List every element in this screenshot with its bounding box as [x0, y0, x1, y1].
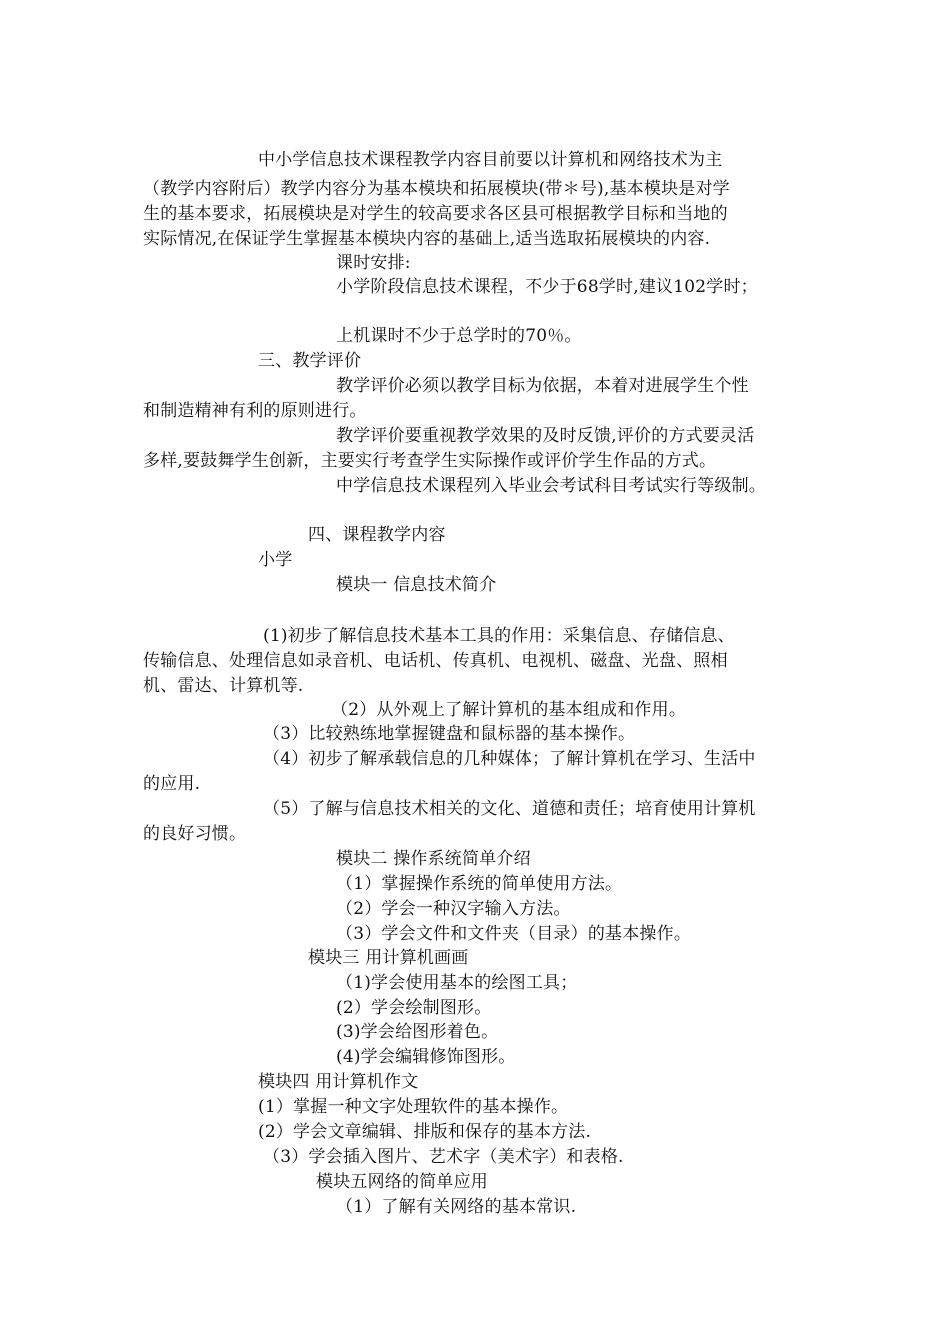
hours-heading: 课时安排:	[336, 253, 411, 273]
module4-title: 模块四 用计算机作文	[258, 1072, 419, 1092]
module1-item1-line1: (1)初步了解信息技术基本工具的作用：采集信息、存储信息、	[263, 626, 735, 646]
module4-item-1: (1）掌握一种文字处理软件的基本操作。	[258, 1097, 569, 1117]
module4-item-2: (2）学会文章编辑、排版和保存的基本方法.	[258, 1122, 592, 1142]
intro-line-2: （教学内容附后）教学内容分为基本模块和拓展模块(带＊号),基本模块是对学	[143, 179, 730, 199]
module1-item4-line1: （4）初步了解承载信息的几种媒体；了解计算机在学习、生活中	[263, 749, 756, 769]
module1-item4-line2: 的应用.	[143, 774, 201, 794]
module1-title: 模块一 信息技术简介	[336, 575, 497, 595]
content-level: 小学	[258, 550, 293, 570]
hours-lab: 上机课时不少于总学时的70％。	[336, 326, 582, 346]
intro-line-1: 中小学信息技术课程教学内容目前要以计算机和网络技术为主	[258, 150, 723, 170]
module3-item-3: (3)学会给图形着色。	[336, 1022, 499, 1042]
module5-title: 模块五网络的简单应用	[316, 1172, 488, 1192]
intro-line-3: 生的基本要求，拓展模块是对学生的较高要求各区县可根据教学目标和当地的	[143, 204, 728, 224]
module5-item-1: （1）了解有关网络的基本常识.	[336, 1197, 577, 1217]
module3-item-1: （1)学会使用基本的绘图工具；	[336, 973, 578, 993]
module4-item-3: （3）学会插入图片、艺术字（美术字）和表格.	[263, 1147, 624, 1167]
module1-item1-line2: 传输信息、处理信息如录音机、电话机、传真机、电视机、磁盘、光盘、照相	[143, 651, 728, 671]
module3-item-4: (4)学会编辑修饰图形。	[336, 1047, 516, 1067]
hours-primary: 小学阶段信息技术课程，不少于68学时,建议102学时；	[336, 277, 758, 297]
module3-title: 模块三 用计算机画画	[308, 948, 469, 968]
module1-item5-line1: （5）了解与信息技术相关的文化、道德和责任；培育使用计算机	[263, 799, 756, 819]
evaluation-heading: 三、教学评价	[258, 351, 362, 371]
module1-item5-line2: 的良好习惯。	[143, 824, 247, 844]
evaluation-para1-line2: 和制造精神有利的原则进行。	[143, 401, 367, 421]
evaluation-para1-line1: 教学评价必须以教学目标为依据，本着对进展学生个性	[336, 376, 749, 396]
evaluation-para2-line1: 教学评价要重视教学效果的及时反馈,评价的方式要灵活	[336, 426, 755, 446]
module3-item-2: (2）学会绘制图形。	[336, 998, 492, 1018]
module1-item1-line3: 机、雷达、计算机等.	[143, 676, 304, 696]
evaluation-para2-line2: 多样,要鼓舞学生创新，主要实行考查学生实际操作或评价学生作品的方式。	[143, 451, 717, 471]
evaluation-para3: 中学信息技术课程列入毕业会考试科目考试实行等级制。	[336, 476, 766, 496]
module2-item-2: （2）学会一种汉字输入方法。	[336, 899, 571, 919]
module2-item-1: （1）掌握操作系统的简单使用方法。	[336, 874, 623, 894]
module1-item2: （2）从外观上了解计算机的基本组成和作用。	[331, 700, 687, 720]
content-heading: 四、课程教学内容	[308, 525, 446, 545]
intro-line-4: 实际情况,在保证学生掌握基本模块内容的基础上,适当选取拓展模块的内容.	[143, 229, 711, 249]
module1-item3: （3）比较熟练地掌握键盘和鼠标器的基本操作。	[263, 724, 636, 744]
module2-title: 模块二 操作系统简单介绍	[336, 849, 531, 869]
module2-item-3: （3）学会文件和文件夹（目录）的基本操作。	[336, 924, 692, 944]
